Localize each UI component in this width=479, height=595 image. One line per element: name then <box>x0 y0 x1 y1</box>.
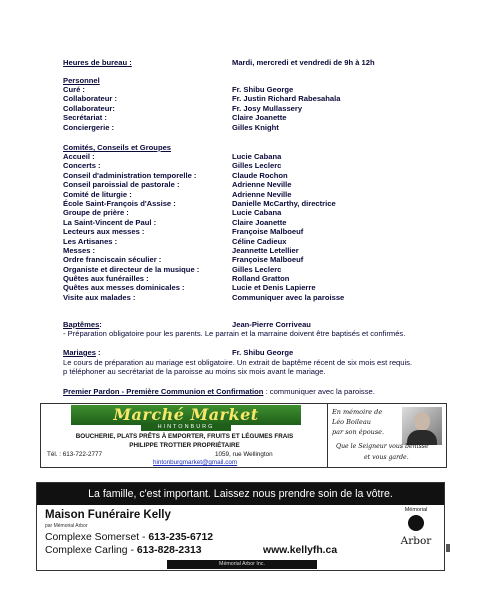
personnel-name: Fr. Justin Richard Rabesahala <box>232 94 341 104</box>
ad-marche-market <box>40 403 329 468</box>
memorial-line-4: Que le Seigneur vous bénisse <box>336 443 429 450</box>
mariages-name: Fr. Shibu George <box>232 348 294 357</box>
committee-role: École Saint-François d'Assise : <box>63 198 176 208</box>
ad-funeral-home <box>36 482 445 571</box>
memorial-line-3: par son épouse. <box>332 428 385 436</box>
baptemes-label: Baptêmes <box>63 320 100 329</box>
committee-name: Gilles Leclerc <box>232 161 282 171</box>
committee-name: Lucie et Denis Lapierre <box>232 283 316 293</box>
committee-name: Claude Rochon <box>232 170 288 180</box>
committee-role: La Saint-Vincent de Paul : <box>63 217 157 227</box>
personnel-role: Curé : <box>63 85 85 94</box>
premier-pardon-text: : communiquer avec la paroisse. <box>263 387 375 396</box>
market-phone: Tél. : 613-722-2777 <box>47 451 102 458</box>
committee-role: Lecteurs aux messes : <box>63 227 145 237</box>
mariages-label: Mariages <box>63 348 96 357</box>
memorial-line-5: et vous garde. <box>364 454 409 461</box>
committee-name: Jeannette Letellier <box>232 245 299 255</box>
committee-name: Céline Cadieux <box>232 236 287 246</box>
market-address: 1059, rue Wellington <box>215 451 273 458</box>
committee-name: Danielle McCarthy, directrice <box>232 198 336 208</box>
committee-name: Claire Joanette <box>232 217 287 227</box>
funeral-somerset: Complexe Somerset - 613-235-6712 <box>45 532 214 543</box>
office-hours-value: Mardi, mercredi et vendredi de 9h à 12h <box>232 58 375 67</box>
funeral-website-link[interactable]: www.kellyfh.ca <box>263 545 338 556</box>
personnel-list <box>0 85 479 132</box>
baptemes-label-row: Baptêmes: <box>63 320 102 329</box>
committees-list <box>0 152 479 302</box>
funeral-footer: Mémorial Arbor Inc. <box>167 560 317 569</box>
committee-name: Françoise Malboeuf <box>232 227 304 237</box>
personnel-name: Fr. Shibu George <box>232 85 294 94</box>
baptemes-name: Jean-Pierre Corriveau <box>232 320 311 329</box>
personnel-name: Fr. Josy Mullassery <box>232 103 303 113</box>
mariages-text-2: p téléphoner au secrétariat de la paroisse au moins six mois avant le mariage. <box>63 367 326 376</box>
funeral-par: par Mémorial Arbor <box>45 523 88 529</box>
market-subtitle: HINTONBURG <box>141 424 231 431</box>
market-email-link[interactable]: hintonburgmarket@gmail.com <box>153 459 238 466</box>
personnel-role: Collaborateur: <box>63 103 115 113</box>
committee-role: Quêtes aux messes dominicales : <box>63 283 185 293</box>
committee-role: Les Artisanes : <box>63 236 118 246</box>
committee-name: Gilles Leclerc <box>232 264 282 274</box>
memorial-photo <box>402 407 442 445</box>
arbor-logo-top: Mémorial <box>404 507 428 513</box>
personnel-role: Secrétariat : <box>63 113 107 123</box>
committee-name: Lucie Cabana <box>232 208 282 218</box>
baptemes-text: - Préparation obligatoire pour les parents. Le parrain et la marraine doivent être baptisés et confirmés. <box>63 329 406 338</box>
office-hours-label: Heures de bureau : <box>63 58 132 67</box>
ad-memorial <box>327 403 447 468</box>
committee-role: Conseil d'administration temporelle : <box>63 170 197 180</box>
committee-role: Comité de liturgie : <box>63 189 132 199</box>
market-services: BOUCHERIE, PLATS PRÊTS À EMPORTER, FRUITS ET LÉGUMES FRAIS <box>75 433 294 440</box>
committees-heading: Comités, Conseils et Groupes <box>63 143 172 152</box>
personnel-heading: Personnel <box>63 76 100 85</box>
committee-name: Adrienne Neville <box>232 189 292 199</box>
committee-role: Visite aux malades : <box>63 292 136 302</box>
committee-role: Conseil paroissial de pastorale : <box>63 180 180 190</box>
committee-name: Communiquer avec la paroisse <box>232 292 345 302</box>
somerset-phone: 613-235-6712 <box>148 532 214 543</box>
carling-phone: 613-828-2313 <box>136 545 202 556</box>
funeral-carling: Complexe Carling - 613-828-2313 <box>45 545 202 556</box>
committee-role: Concerts : <box>63 161 101 171</box>
arbor-logo <box>392 507 440 559</box>
committee-role: Groupe de prière : <box>63 208 129 218</box>
funeral-banner: La famille, c'est important. Laissez nous prendre soin de la vôtre. <box>37 483 444 505</box>
mariages-text-1: Le cours de préparation au mariage est obligatoire. Un extrait de baptême récent de six mois est requis. <box>63 358 413 367</box>
committee-name: Françoise Malboeuf <box>232 255 304 265</box>
photo-head <box>414 412 430 431</box>
committee-role: Messes : <box>63 245 96 255</box>
committee-name: Lucie Cabana <box>232 152 282 161</box>
premier-pardon-row <box>63 387 375 396</box>
committee-role: Accueil : <box>63 152 95 161</box>
tree-icon <box>408 515 424 531</box>
market-owner: PHILIPPE TROTTIER PROPRIÉTAIRE <box>129 442 240 449</box>
premier-pardon-label: Premier Pardon - Première Communion et Confirmation <box>63 387 264 396</box>
committee-role: Quêtes aux funérailles : <box>63 274 149 284</box>
market-title: Marché Market <box>71 405 301 425</box>
funeral-name: Maison Funéraire Kelly <box>45 509 171 521</box>
memorial-line-1: En mémoire de <box>332 408 383 416</box>
personnel-name: Claire Joanette <box>232 113 287 123</box>
committee-role: Ordre franciscain séculier : <box>63 255 162 265</box>
mariages-label-row: Mariages : <box>63 348 101 357</box>
margin-mark <box>446 544 450 552</box>
arbor-logo-name: Arbor <box>400 535 432 547</box>
committee-name: Adrienne Neville <box>232 180 292 190</box>
personnel-role: Collaborateur : <box>63 94 118 104</box>
memorial-line-2: Léo Boileau <box>332 418 371 426</box>
committee-name: Rolland Gratton <box>232 274 290 284</box>
personnel-name: Gilles Knight <box>232 122 279 132</box>
committee-role: Organiste et directeur de la musique : <box>63 264 200 274</box>
personnel-role: Conciergerie : <box>63 122 115 132</box>
